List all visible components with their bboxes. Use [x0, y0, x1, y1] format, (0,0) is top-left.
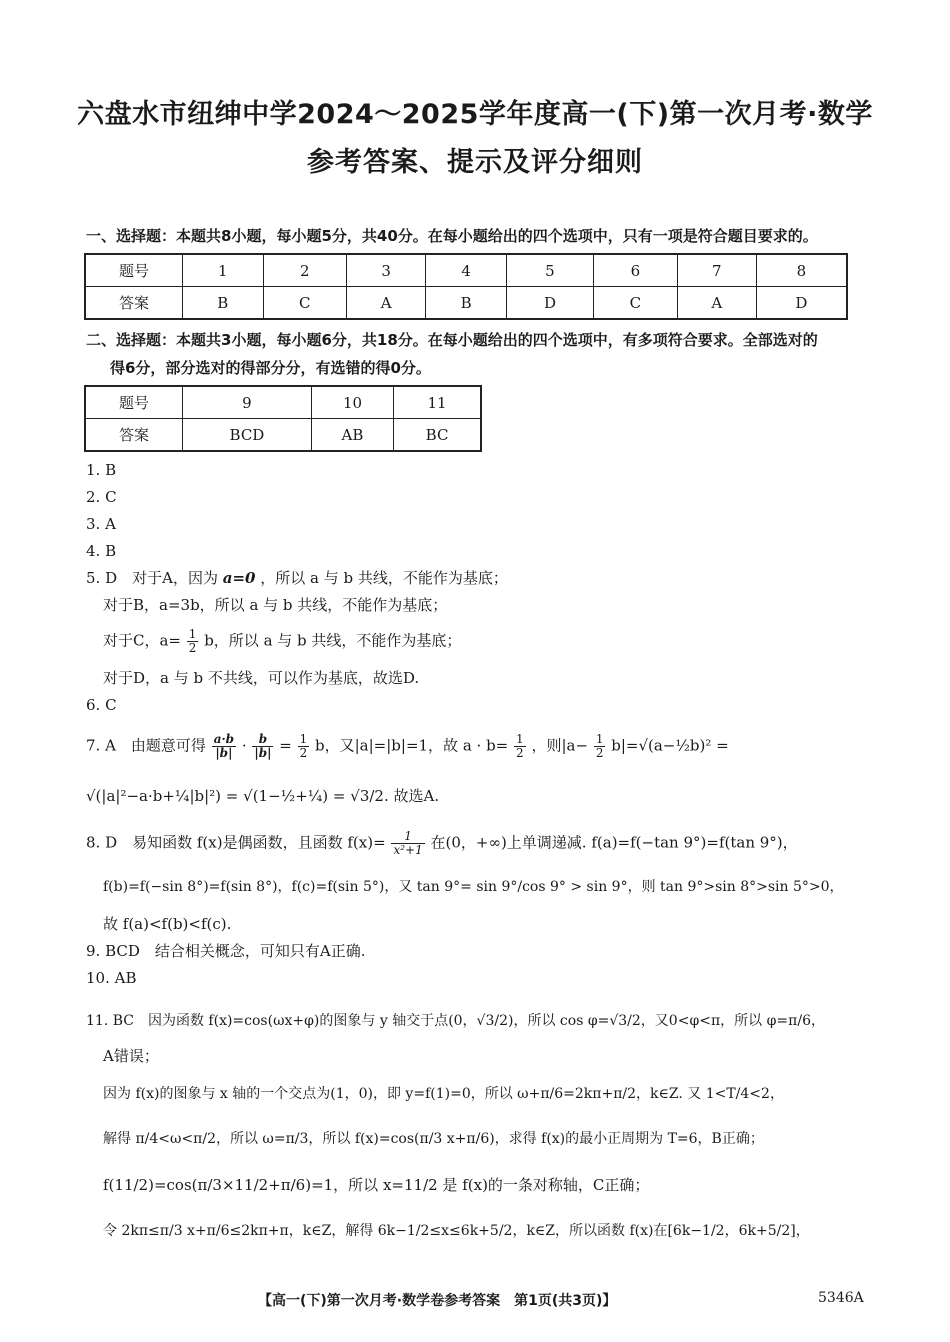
- question-number-cell: 5: [506, 254, 593, 287]
- page-title: 六盘水市纽绅中学2024～2025学年度高一(下)第一次月考·数学: [77, 99, 873, 130]
- table-row: [85, 287, 847, 320]
- solution-q7-line1: 7. A 由题意可得 $\frac{a\cdot b}{|b|}$ · $\frac{b}{|b|}$ = $\frac{1}{2}$ b，又|a|=|b|=1，故 a · b= $\frac{1}{2}$ ，则|a− $\frac{1}{2}$ b|=√(a−½b)² =: [86, 732, 729, 760]
- page-subtitle: 参考答案、提示及评分细则: [307, 147, 643, 178]
- solution-q11-line2: A错误；: [103, 1047, 159, 1065]
- fraction: $\frac{1}{2}$: [595, 732, 604, 760]
- table-row: [85, 419, 481, 452]
- solution-q6: 6. C: [86, 696, 117, 714]
- answer-cell: D: [756, 287, 847, 320]
- solution-q3: 3. A: [86, 515, 116, 533]
- fraction: $\frac{1}{2}$: [188, 627, 197, 655]
- table-header-cell: 答案: [85, 287, 183, 320]
- answer-cell: BC: [394, 419, 481, 452]
- section2-heading: 二、选择题：本题共3小题，每小题6分，共18分。在每小题给出的四个选项中，有多项符合要求。全部选对的 得6分，部分选对的得部分分，有选错的得0分。: [86, 331, 818, 377]
- answer-cell: B: [183, 287, 264, 320]
- question-number-cell: 8: [756, 254, 847, 287]
- solution-q5-line3: 对于C，a= $\frac{1}{2}$ b，所以 a 与 b 共线，不能作为基底；: [103, 627, 462, 655]
- table-header-cell: 题号: [85, 386, 183, 419]
- solution-q8-line1: 8. D 易知函数 f(x)是偶函数，且函数 f(x)= $\frac{1}{\text{x²+1}}$ 在(0，+∞)上单调递减. f(a)=f(−tan 9°)=f(tan 9°)，: [86, 829, 798, 857]
- fraction: $\frac{1}{2}$: [299, 732, 308, 760]
- question-number-cell: 2: [263, 254, 347, 287]
- solution-q2: 2. C: [86, 488, 117, 506]
- fraction: $\frac{1}{\text{x²+1}}$: [393, 829, 423, 857]
- question-number-cell: 4: [426, 254, 507, 287]
- question-number-cell: 7: [677, 254, 756, 287]
- fraction: $\frac{a\cdot b}{|b|}$: [213, 732, 235, 760]
- answer-cell: AB: [311, 419, 393, 452]
- question-number-cell: 3: [347, 254, 426, 287]
- solution-q11-line1: 11. BC 因为函数 f(x)=cos(ωx+φ)的图象与 y 轴交于点(0，√3/2)，所以 cos φ=√3/2，又0<φ<π，所以 φ=π/6，: [86, 1013, 825, 1029]
- solution-q11-line6: 令 2kπ≤π/3 x+π/6≤2kπ+π，k∈Z，解得 6k−1/2≤x≤6k+5/2，k∈Z，所以函数 f(x)在[6k−1/2，6k+5/2]，: [103, 1223, 810, 1239]
- section2-answer-table: [84, 385, 482, 452]
- solution-q8-line2: f(b)=f(−sin 8°)=f(sin 8°)，f(c)=f(sin 5°)，又 tan 9°= sin 9°/cos 9° > sin 9°，则 tan 9°>sin 8°>sin 5°>0，: [103, 879, 844, 895]
- solution-q5-line4: 对于D，a 与 b 不共线，可以作为基底，故选D.: [103, 669, 420, 687]
- table-row: [85, 386, 481, 419]
- answer-cell: D: [506, 287, 593, 320]
- solution-q5-line2: 对于B，a=3b，所以 a 与 b 共线，不能作为基底；: [103, 596, 448, 614]
- question-number-cell: 1: [183, 254, 264, 287]
- section1-heading: 一、选择题：本题共8小题，每小题5分，共40分。在每小题给出的四个选项中，只有一项是符合题目要求的。: [86, 227, 818, 245]
- solution-q11-line5: f(11/2)=cos(π/3×11/2+π/6)=1，所以 x=11/2 是 f(x)的一条对称轴，C正确；: [103, 1176, 650, 1194]
- solution-q4: 4. B: [86, 542, 117, 560]
- table-header-cell: 答案: [85, 419, 183, 452]
- solution-q10: 10. AB: [86, 969, 137, 987]
- solution-q8-line3: 故 f(a)<f(b)<f(c).: [103, 915, 232, 933]
- answer-cell: A: [677, 287, 756, 320]
- fraction: $\frac{1}{2}$: [516, 732, 524, 760]
- question-number-cell: 11: [394, 386, 481, 419]
- question-number-cell: 9: [183, 386, 312, 419]
- paper-code: 5346A: [818, 1290, 864, 1306]
- solution-q1: 1. B: [86, 461, 117, 479]
- fraction: $\frac{b}{|b|}$: [254, 732, 272, 760]
- question-number-cell: 6: [594, 254, 678, 287]
- footer-text: 【高一(下)第一次月考·数学卷参考答案 第1页(共3页)】: [258, 1293, 617, 1309]
- solution-q11-line3: 因为 f(x)的图象与 x 轴的一个交点为(1，0)，即 y=f(1)=0，所以 ω+π/6=2kπ+π/2，k∈Z. 又 1<T/4<2，: [103, 1086, 784, 1102]
- section1-answer-table: [84, 253, 848, 320]
- answer-cell: C: [594, 287, 678, 320]
- answer-cell: BCD: [183, 419, 312, 452]
- answer-cell: C: [263, 287, 347, 320]
- solution-q7-line2: √(|a|²−a·b+¼|b|²) = √(1−½+¼) = √3/2. 故选A.: [86, 787, 440, 805]
- solution-q5-line1: 5. D 对于A，因为 a=0 ，所以 a 与 b 共线，不能作为基底；: [86, 569, 508, 587]
- table-header-cell: 题号: [85, 254, 183, 287]
- answer-cell: A: [347, 287, 426, 320]
- question-number-cell: 10: [311, 386, 393, 419]
- answer-cell: B: [426, 287, 507, 320]
- table-row: [85, 254, 847, 287]
- solution-q9: 9. BCD 结合相关概念，可知只有A正确.: [86, 942, 366, 960]
- solution-q11-line4: 解得 π/4<ω<π/2，所以 ω=π/3，所以 f(x)=cos(π/3 x+π/6)，求得 f(x)的最小正周期为 T=6，B正确；: [103, 1131, 764, 1147]
